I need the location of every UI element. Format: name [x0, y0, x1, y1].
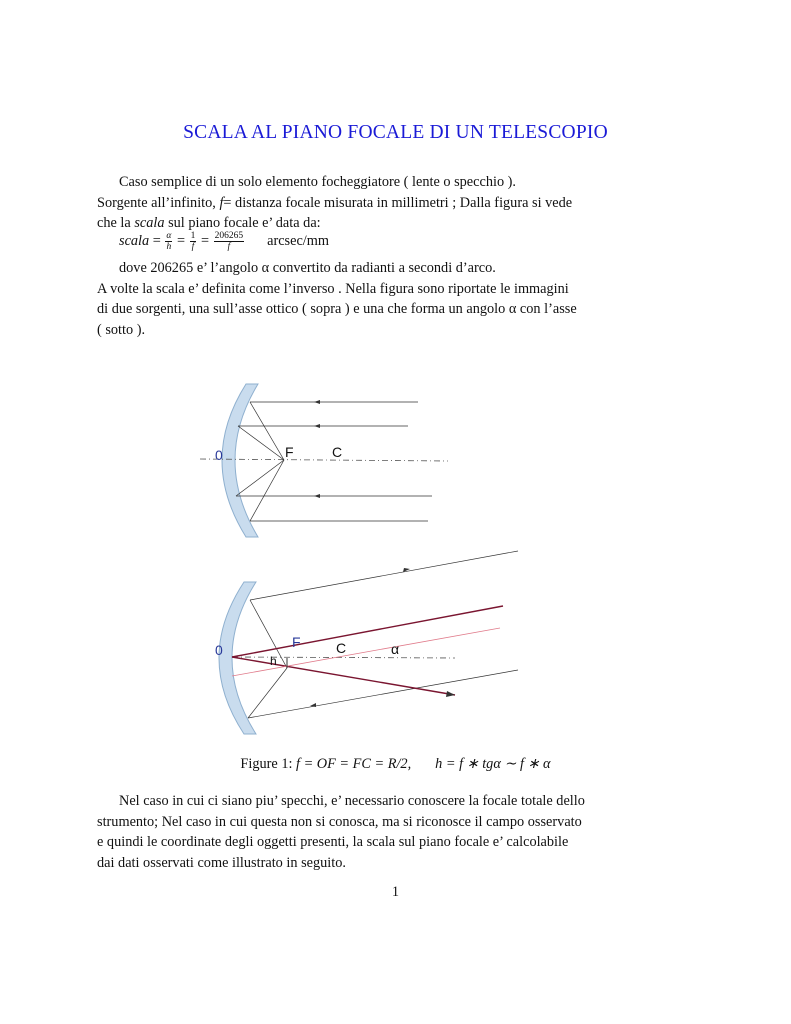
label-c-top: C: [332, 444, 343, 460]
closing-line-3: e quindi le coordinate degli oggetti presenti, la scala sul piano focale e’ calcolabile: [97, 834, 569, 850]
fraction-one-over-f: $\frac{1}{f}$: [190, 231, 196, 252]
rays-top: [236, 402, 432, 521]
label-alpha-bottom: α: [391, 641, 400, 657]
explain-line-1: dove 206265 e’ l’angolo α convertito da radianti a secondi d’arco.: [119, 260, 496, 276]
caption-eq2: h = f ∗ tgα ∼ f ∗ α: [435, 756, 551, 772]
optical-axis-bottom: [232, 657, 455, 658]
closing-line-2: strumento; Nel caso in cui questa non si conosca, ma si riconosce il campo osservato: [97, 813, 582, 830]
intro-line-2: Sorgente all’infinito, f= distanza focale misurata in millimetri ; Dalla figura si vede: [97, 194, 573, 211]
label-o-top: 0: [215, 447, 223, 463]
closing-line-1: Nel caso in cui ci siano piu’ specchi, e’ necessario conoscere la focale totale dello: [119, 793, 585, 809]
formula-units: arcsec/mm: [267, 233, 330, 249]
explain-line-2: A volte la scala e’ definita come l’inverso . Nella figura sono riportate le immagini: [97, 280, 569, 297]
label-f-top: F: [285, 444, 294, 460]
optical-axis-top: [200, 459, 448, 461]
fraction-206265-over-f: $\frac{206265}{f}$: [214, 231, 244, 252]
page-number: 1: [391, 884, 400, 900]
page-title: SCALA AL PIANO FOCALE DI UN TELESCOPIO: [183, 122, 608, 143]
label-c-bottom: C: [336, 640, 347, 656]
figure-caption: [0, 756, 791, 773]
ray-arrows-bottom: [310, 568, 455, 707]
intro-line-1: Caso semplice di un solo elemento focheggiatore ( lente o specchio ).: [119, 174, 517, 190]
label-o-bottom: 0: [215, 642, 223, 658]
explain-line-4: ( sotto ).: [97, 321, 146, 338]
tilted-ray: [232, 606, 503, 695]
formula-lhs: scala: [119, 233, 150, 249]
explain-line-3: di due sorgenti, una sull’asse ottico ( sopra ) e una che forma un angolo α con l’asse: [97, 301, 577, 317]
label-h-bottom: h: [270, 654, 277, 668]
rays-bottom: [248, 551, 518, 718]
closing-line-4: dai dati osservati come illustrato in seguito.: [97, 854, 346, 871]
ray-arrows-top: [314, 400, 320, 498]
scale-formula: scala = $\frac{\alpha}{h}$ = $\frac{1}{f}$ = $\frac{206265}{f}$ arcsec/mm: [119, 231, 330, 252]
caption-eq1: f = OF = FC = R/2,: [296, 756, 412, 772]
tilted-axis-line: [232, 628, 500, 676]
caption-label: Figure 1:: [240, 756, 297, 772]
label-f-bottom: F: [292, 634, 301, 650]
closing-paragraph: [97, 791, 697, 873]
intro-line-3: che la scala sul piano focale e’ data da:: [97, 215, 321, 231]
fraction-alpha-over-h: $\frac{\alpha}{h}$: [166, 231, 172, 252]
